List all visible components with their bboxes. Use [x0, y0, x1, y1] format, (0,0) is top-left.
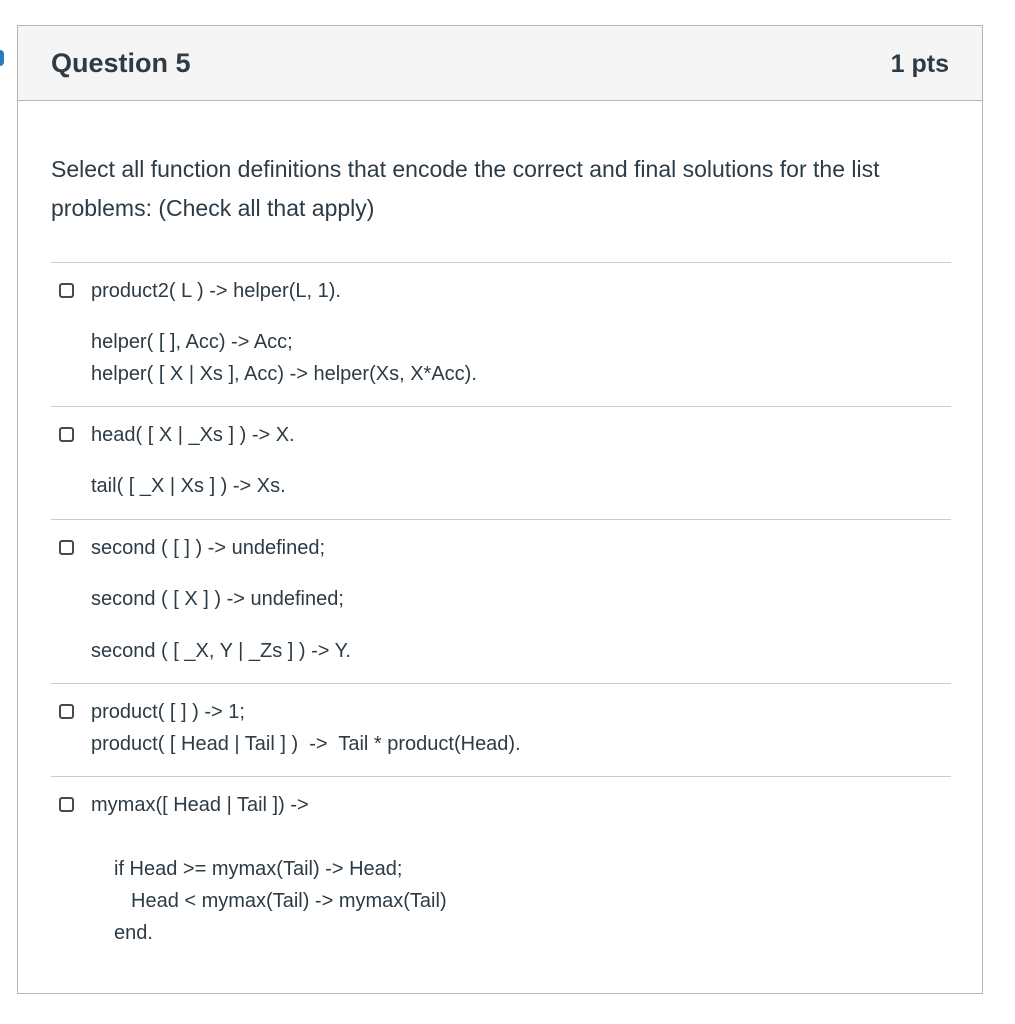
- answer-5-line-1: mymax([ Head | Tail ]) ->: [91, 794, 309, 816]
- question-title: Question 5: [51, 48, 191, 78]
- answer-5-line-4: end.: [114, 922, 153, 944]
- answer-4-line-2: product( [ Head | Tail ] ) -> Tail * product(Head).: [91, 733, 521, 755]
- question-card: [17, 25, 983, 994]
- answer-option-2[interactable]: [51, 406, 951, 519]
- answer-4-checkbox[interactable]: [59, 704, 74, 719]
- answer-5-checkbox[interactable]: [59, 797, 74, 812]
- answer-4-line-1: product( [ ] ) -> 1;: [91, 701, 245, 723]
- answer-1-line-2: helper( [ ], Acc) -> Acc;: [91, 331, 293, 353]
- answer-3-checkbox[interactable]: [59, 540, 74, 555]
- answer-option-3[interactable]: [51, 519, 951, 683]
- answer-2-line-1: head( [ X | _Xs ] ) -> X.: [91, 424, 295, 446]
- answer-1-checkbox[interactable]: [59, 283, 74, 298]
- answer-option-5[interactable]: [51, 776, 951, 967]
- question-points: 1 pts: [890, 50, 949, 78]
- answer-1-line-3: helper( [ X | Xs ], Acc) -> helper(Xs, X*Acc).: [91, 363, 477, 385]
- answer-2-checkbox[interactable]: [59, 427, 74, 442]
- answer-list: [51, 262, 951, 967]
- answer-option-4[interactable]: [51, 683, 951, 776]
- answer-3-line-2: second ( [ X ] ) -> undefined;: [91, 588, 344, 610]
- question-prompt: Select all function definitions that encode the correct and final solutions for the list problems: (Check all that apply): [51, 156, 880, 221]
- answer-5-line-3: Head < mymax(Tail) -> mymax(Tail): [131, 890, 447, 912]
- question-header: [18, 26, 982, 101]
- answer-3-line-3: second ( [ _X, Y | _Zs ] ) -> Y.: [91, 640, 351, 662]
- question-indicator-marker: [0, 50, 4, 66]
- answer-1-line-1: product2( L ) -> helper(L, 1).: [91, 280, 341, 302]
- answer-option-1[interactable]: [51, 262, 951, 406]
- answer-3-line-1: second ( [ ] ) -> undefined;: [91, 537, 326, 559]
- answer-5-line-2: if Head >= mymax(Tail) -> Head;: [114, 858, 403, 880]
- answer-2-line-2: tail( [ _X | Xs ] ) -> Xs.: [91, 475, 286, 497]
